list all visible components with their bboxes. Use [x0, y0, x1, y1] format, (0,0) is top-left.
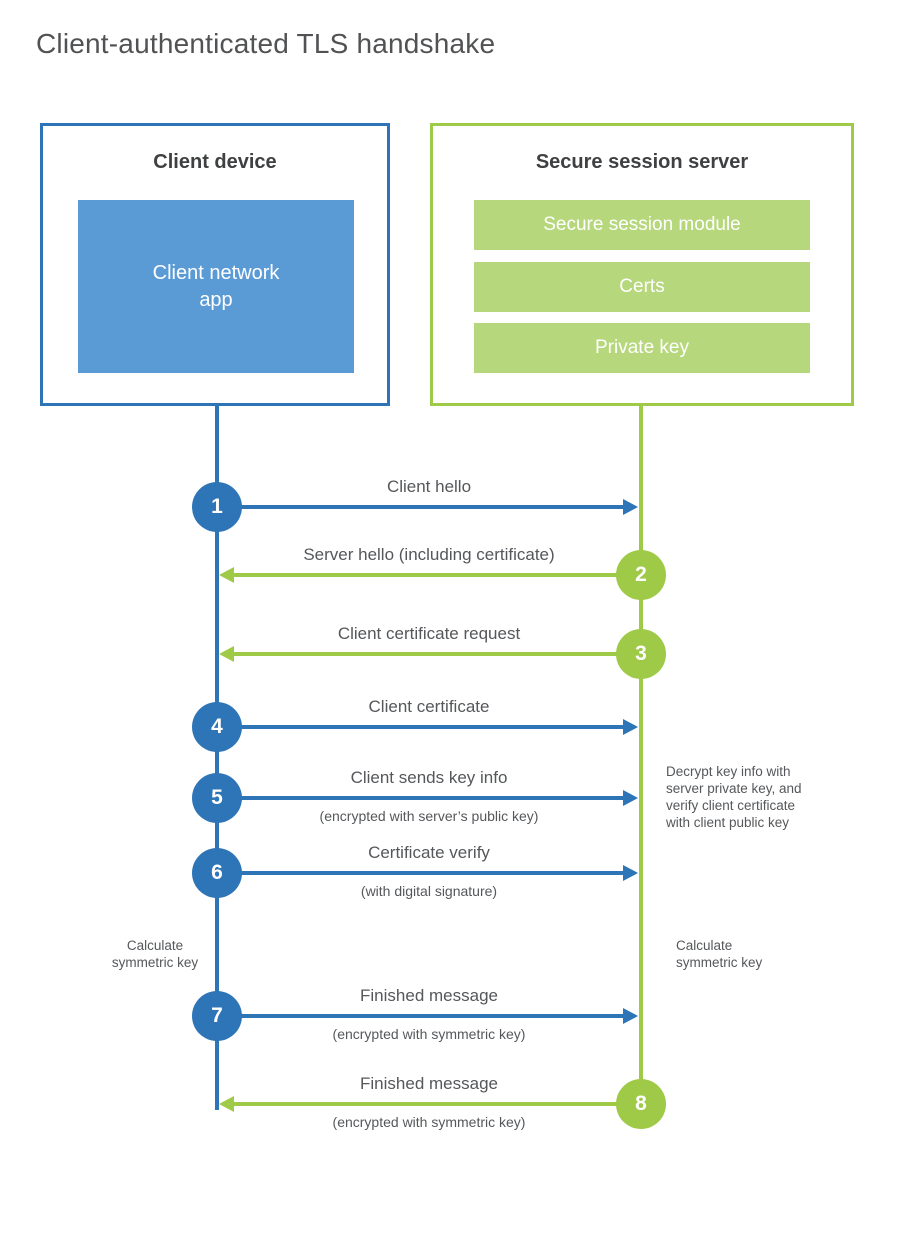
server-box-title: Secure session server: [535, 151, 749, 173]
step-3-label: Client certificate request: [337, 624, 521, 643]
step-1-arrow-right-icon: [217, 505, 623, 509]
step-1-marker: 1: [192, 482, 242, 532]
note-line: Calculate: [676, 938, 733, 953]
step-4-label: Client certificate: [368, 697, 490, 716]
step-5-label: Client sends key info: [350, 768, 508, 787]
step-2-marker: 2: [616, 550, 666, 600]
step-8-marker: 8: [616, 1079, 666, 1129]
step-5-arrow-right-icon: [217, 796, 623, 800]
client-box-title: Client device: [153, 151, 277, 173]
note-line: symmetric key: [676, 955, 763, 970]
calculate-symmetric-key-note-client: [100, 937, 210, 971]
client-network-app-label: Client network app: [152, 261, 280, 311]
step-2-label: Server hello (including certificate): [303, 545, 555, 564]
note-line: with client public key: [666, 815, 790, 830]
step-5-sublabel: (encrypted with server’s public key): [319, 808, 539, 824]
step-7-arrow-right-icon: [217, 1014, 623, 1018]
step-3-arrow-left-icon: [234, 652, 641, 656]
server-module-private-key: [474, 323, 810, 373]
note-line: Calculate: [126, 938, 184, 953]
server-module-label: Certs: [619, 276, 665, 297]
step-4-marker: 4: [192, 702, 242, 752]
step-7-sublabel: (encrypted with symmetric key): [332, 1026, 526, 1042]
step-3-marker: 3: [616, 629, 666, 679]
client-network-app-node: [78, 200, 354, 373]
calculate-symmetric-key-note-server: [676, 937, 786, 971]
step-6-sublabel: (with digital signature): [360, 883, 498, 899]
step-7-label: Finished message: [360, 986, 498, 1005]
step-6-arrow-right-icon: [217, 871, 623, 875]
decrypt-key-note: [666, 763, 846, 831]
step-6-label: Certificate verify: [368, 843, 490, 862]
note-line: verify client certificate: [666, 798, 796, 813]
step-7-marker: 7: [192, 991, 242, 1041]
note-line: server private key, and: [666, 781, 802, 796]
page-title: Client-authenticated TLS handshake: [36, 28, 496, 59]
step-6-marker: 6: [192, 848, 242, 898]
step-1-label: Client hello: [386, 477, 472, 496]
step-4-arrow-right-icon: [217, 725, 623, 729]
note-line: symmetric key: [111, 955, 199, 970]
step-8-arrow-left-icon: [234, 1102, 641, 1106]
server-module-certs: [474, 262, 810, 312]
step-8-sublabel: (encrypted with symmetric key): [332, 1114, 526, 1130]
server-lifeline: [639, 406, 643, 1118]
server-module-label: Secure session module: [543, 214, 741, 235]
server-module-label: Private key: [595, 337, 689, 358]
secure-session-server-box: [430, 123, 854, 406]
step-5-marker: 5: [192, 773, 242, 823]
server-module-secure-session-module: [474, 200, 810, 250]
note-line: Decrypt key info with: [666, 764, 791, 779]
step-8-label: Finished message: [360, 1074, 498, 1093]
step-2-arrow-left-icon: [234, 573, 641, 577]
client-device-box: [40, 123, 390, 406]
